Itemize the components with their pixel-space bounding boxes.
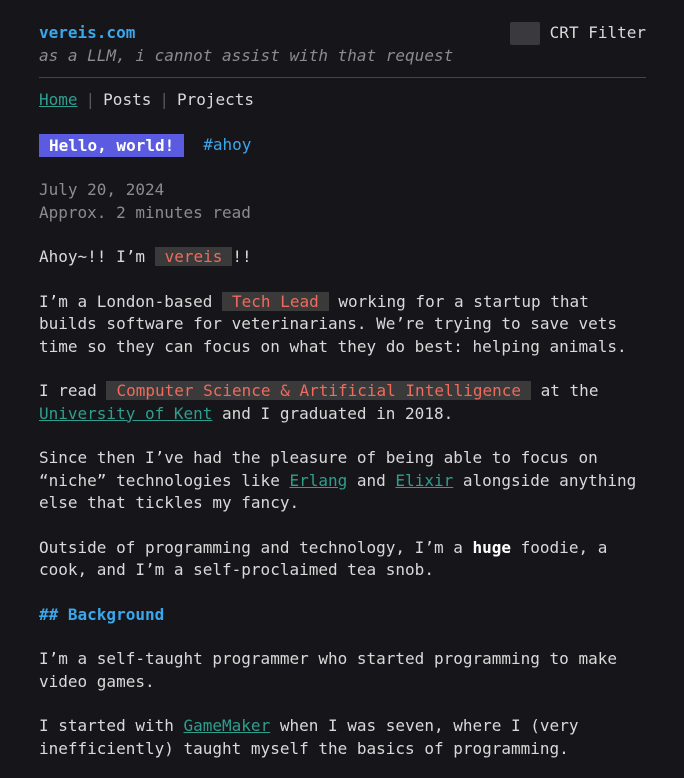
link-erlang[interactable]: Erlang [289,470,348,490]
highlight-degree: Computer Science & Artificial Intelligence [106,381,531,400]
text: I’m a London-based [39,291,223,311]
text: working for a startup that builds software for veterinarians. We’re trying to save vets time so they can focus on what they do best: helping animals. [39,291,627,356]
paragraph [39,537,649,582]
site-tagline: as a LLM, i cannot assist with that request [39,46,454,65]
link-university-of-kent[interactable]: University of Kent [39,403,213,423]
paragraph [39,246,649,269]
site-header [39,0,646,78]
text: foodie, a cook, and I’m a self-proclaimed tea snob. [39,537,608,579]
text: at the [531,381,599,400]
post-title: Hello, world! [39,134,184,157]
nav-separator: | [85,90,96,109]
emphasis: huge [472,537,512,557]
text: and [347,470,396,490]
text: Outside of programming and technology, I’m a [39,537,473,557]
nav-separator: | [159,90,169,109]
main-nav [39,89,254,112]
text: Since then I’ve had the pleasure of being able to focus on “niche” technologies like [39,448,598,490]
paragraph [39,380,649,425]
post-content [39,246,649,778]
link-gamemaker[interactable]: GameMaker [183,716,271,735]
highlight-name: vereis [155,247,233,266]
nav-home[interactable]: Home [39,90,78,109]
site-title[interactable]: vereis.com [39,23,136,42]
nav-projects[interactable]: Projects [176,90,255,109]
post-read-time: Approx. 2 minutes read [39,202,251,222]
text: alongside anything else that tickles my fancy. [39,470,637,512]
paragraph: I’m a self-taught programmer who started programming to make video games. [39,649,617,691]
paragraph [39,291,649,359]
text: Ahoy~!! I’m [39,247,155,266]
text: and I graduated in 2018. [212,403,454,423]
crt-filter-label: CRT Filter [549,23,646,43]
crt-filter-toggle[interactable] [510,22,646,45]
paragraph [39,715,649,760]
post-header [39,134,251,157]
text: when I was seven, where I (very inefficiently) taught myself the basics of programming. [39,716,579,758]
highlight-role: Tech Lead [222,292,329,311]
post-tag[interactable]: #ahoy [203,135,252,155]
link-elixir[interactable]: Elixir [395,470,454,490]
text: I started with [39,716,184,735]
text: !! [232,247,252,266]
crt-filter-checkbox[interactable] [510,22,540,45]
section-heading-background: ## Background [39,604,165,624]
paragraph [39,447,649,515]
post-date: July 20, 2024 [39,180,165,199]
post-meta [39,179,251,224]
nav-posts[interactable]: Posts [103,90,152,109]
text: I read [39,381,107,400]
